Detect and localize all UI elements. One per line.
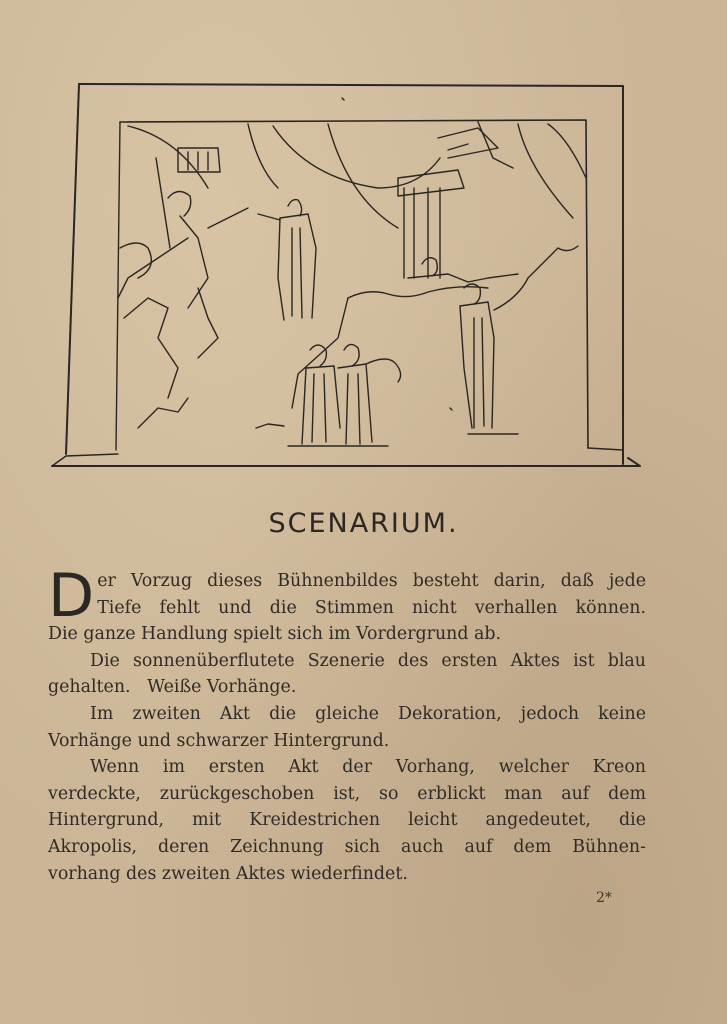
paragraph-2-line-2: gehalten. Weiße Vorhänge. bbox=[48, 677, 297, 698]
paragraph-2 bbox=[48, 648, 646, 701]
stage-drawing-icon bbox=[48, 78, 644, 473]
paragraph-3 bbox=[48, 701, 646, 754]
drop-cap: D bbox=[48, 561, 95, 631]
paragraph-4 bbox=[48, 754, 646, 887]
paragraph-4-line-1: Wenn im ersten Akt der Vorhang, welcher Kreon bbox=[90, 757, 646, 778]
paragraph-3-line-2: Vorhänge und schwarzer Hintergrund. bbox=[48, 730, 390, 751]
paragraph-4-line-2: verdeckte, zurückgeschoben ist, so erblickt man auf dem bbox=[48, 783, 646, 804]
paragraph-4-line-3: Hintergrund, mit Kreidestrichen leicht angedeutet, die bbox=[48, 810, 646, 831]
paragraph-3-line-1: Im zweiten Akt die gleiche Dekoration, jedoch keine bbox=[90, 703, 646, 724]
paragraph-1-line-2: Tiefe fehlt und die Stimmen nicht verhallen können. bbox=[97, 597, 646, 618]
signature-mark: 2* bbox=[596, 890, 612, 906]
paragraph-1-line-3: Die ganze Handlung spielt sich im Vordergrund ab. bbox=[48, 624, 502, 645]
body-text bbox=[48, 561, 646, 887]
paragraph-4-line-5: vorhang des zweiten Aktes wiederfindet. bbox=[48, 863, 408, 884]
stage-drawing-illustration bbox=[48, 78, 644, 473]
paragraph-4-line-4: Akropolis, deren Zeichnung sich auch auf dem Bühnen- bbox=[48, 836, 646, 857]
paragraph-1 bbox=[48, 561, 646, 648]
page-title: SCENARIUM. bbox=[268, 508, 459, 539]
paragraph-2-line-1: Die sonnenüberflutete Szenerie des ersten Aktes ist blau bbox=[90, 650, 646, 671]
paragraph-1-line-1: er Vorzug dieses Bühnenbildes besteht darin, daß jede bbox=[97, 571, 646, 591]
